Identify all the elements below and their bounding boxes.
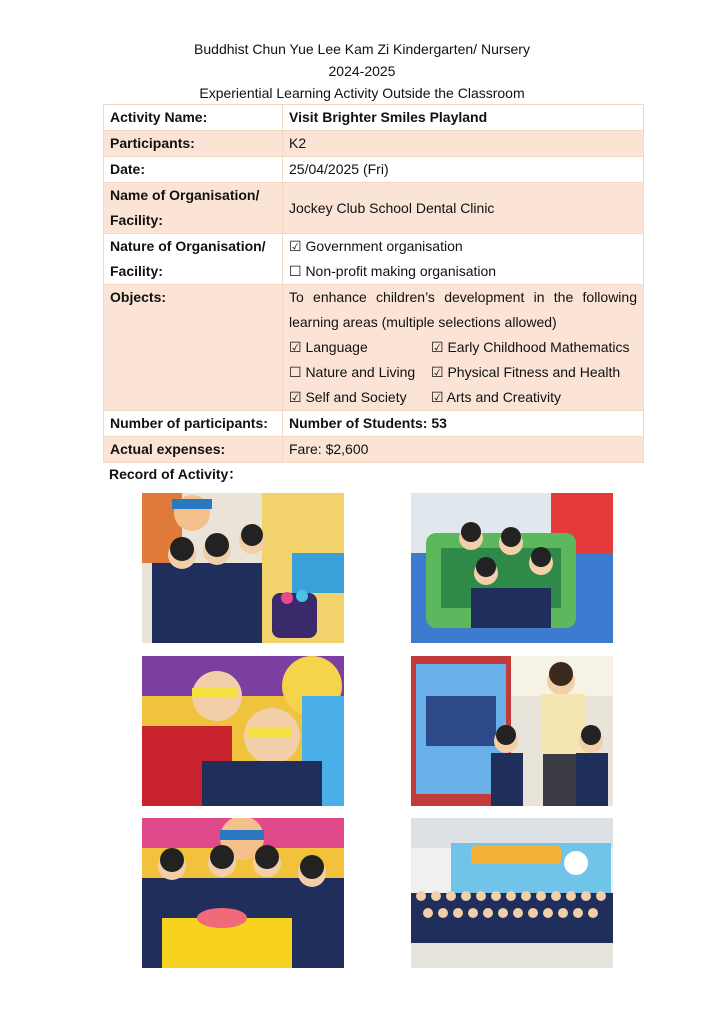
expenses-label: Actual expenses: bbox=[104, 437, 283, 463]
row-activity-name bbox=[104, 105, 644, 131]
school-year: 2024-2025 bbox=[328, 63, 396, 79]
document-title: Experiential Learning Activity Outside the Classroom bbox=[199, 85, 525, 101]
date-label: Date: bbox=[104, 157, 283, 183]
row-number-participants bbox=[104, 411, 644, 437]
nature-label bbox=[104, 234, 283, 285]
area-arts-creativity: ☑ Arts and Creativity bbox=[431, 389, 562, 405]
activity-name-value: Visit Brighter Smiles Playland bbox=[283, 105, 644, 131]
record-of-activity-heading: Record of Activity： bbox=[109, 466, 243, 482]
objects-label: Objects: bbox=[104, 285, 283, 411]
num-participants-label: Number of participants: bbox=[104, 411, 283, 437]
activity-photo-6 bbox=[411, 818, 613, 968]
row-expenses bbox=[104, 437, 644, 463]
nature-label-line1: Nature of Organisation/ bbox=[110, 238, 266, 254]
row-participants bbox=[104, 131, 644, 157]
activity-info-table bbox=[103, 104, 644, 463]
area-self-society: ☑ Self and Society bbox=[289, 389, 407, 405]
area-mathematics: ☑ Early Childhood Mathematics bbox=[431, 339, 630, 355]
nature-options bbox=[283, 234, 644, 285]
row-date bbox=[104, 157, 644, 183]
organisation-label-line1: Name of Organisation/ bbox=[110, 187, 260, 203]
organisation-label-line2: Facility: bbox=[110, 212, 163, 228]
activity-photo-2 bbox=[411, 493, 613, 643]
area-physical-fitness: ☑ Physical Fitness and Health bbox=[431, 364, 621, 380]
learning-areas bbox=[289, 335, 637, 410]
row-objects bbox=[104, 285, 644, 411]
area-nature-living: ☐ Nature and Living bbox=[289, 364, 416, 380]
objects-intro-line1: To enhance children’s development in the following bbox=[289, 289, 637, 305]
school-name: Buddhist Chun Yue Lee Kam Zi Kindergarten/ Nursery bbox=[194, 41, 530, 57]
activity-photo-4 bbox=[411, 656, 613, 806]
objects-value bbox=[283, 285, 644, 411]
activity-photo-5 bbox=[142, 818, 344, 968]
row-organisation bbox=[104, 183, 644, 234]
organisation-value: Jockey Club School Dental Clinic bbox=[283, 183, 644, 234]
area-language: ☑ Language bbox=[289, 339, 368, 355]
row-nature bbox=[104, 234, 644, 285]
organisation-label bbox=[104, 183, 283, 234]
participants-label: Participants: bbox=[104, 131, 283, 157]
activity-photo-3 bbox=[142, 656, 344, 806]
nature-option-non-profit: ☐ Non-profit making organisation bbox=[289, 263, 497, 279]
date-value: 25/04/2025 (Fri) bbox=[283, 157, 644, 183]
participants-value: K2 bbox=[283, 131, 644, 157]
nature-option-government: ☑ Government organisation bbox=[289, 238, 463, 254]
document-header bbox=[0, 38, 724, 104]
expenses-value: Fare: $2,600 bbox=[283, 437, 644, 463]
num-participants-value: Number of Students: 53 bbox=[283, 411, 644, 437]
objects-intro-line2: learning areas (multiple selections allowed) bbox=[289, 314, 557, 330]
nature-label-line2: Facility: bbox=[110, 263, 163, 279]
activity-photo-1 bbox=[142, 493, 344, 643]
activity-name-label: Activity Name: bbox=[104, 105, 283, 131]
